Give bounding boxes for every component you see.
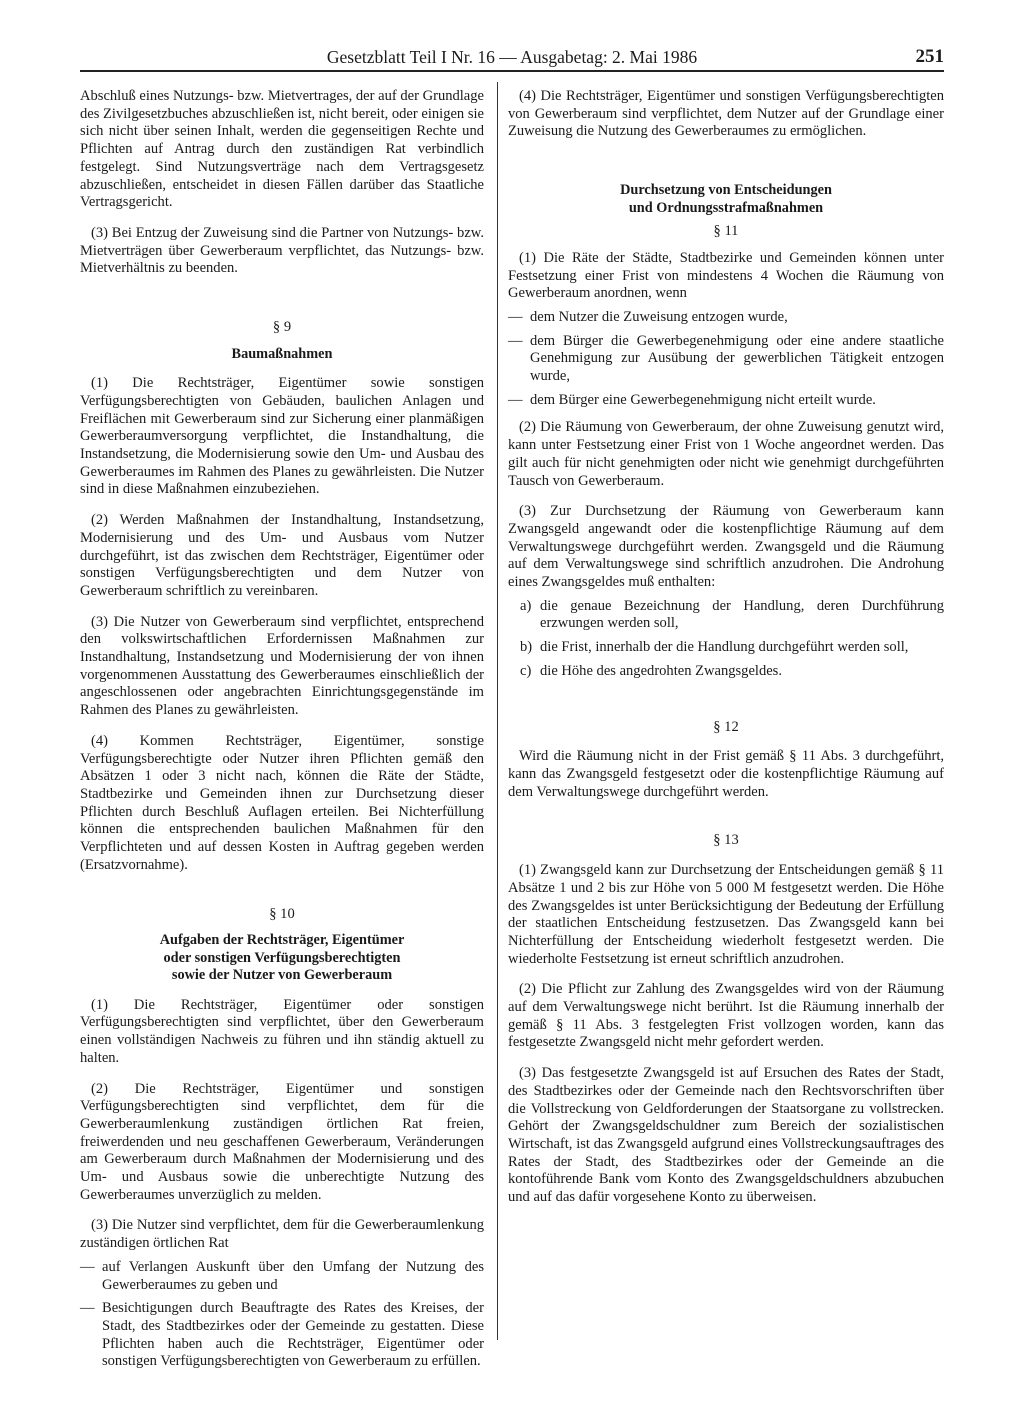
section-number: § 11 [713,223,739,240]
section-number: § 10 [269,905,295,922]
list-text: die Höhe des angedrohten Zwangsgeldes. [540,662,782,679]
section-title [80,932,484,985]
dash-list [508,309,944,410]
list-marker: b) [520,639,533,656]
list-item [508,639,944,657]
list-text: die genaue Bezeichnung der Handlung, deren Durchführung erzwungen werden soll, [540,597,944,632]
section-title-line: oder sonstigen Verfügungsberechtigten [163,949,401,966]
header-rule [80,70,944,72]
list-item [508,598,944,633]
section-number: § 12 [713,718,739,735]
paragraph: (1) Die Rechtsträger, Eigentümer oder sonstigen Verfügungsberechtigten sind verpflichtet, über den Gewerberaum einen vollständigen Nachweis zu führen und ihn ständig aktuell zu halten. [80,996,484,1066]
right-column [508,88,944,1220]
paragraph: Wird die Räumung nicht in der Frist gemäß § 11 Abs. 3 durchgeführt, kann das Zwangsgeld festgesetzt oder die kostenpflichtige Räumung auf dem Verwaltungswege durchgeführt werden. [508,748,944,800]
paragraph: (4) Kommen Rechtsträger, Eigentümer, sonstige Verfügungsberechtigte oder Nutzer ihren Pflichten gemäß den Absätzen 1 oder 3 nicht nach, können die Räte der Städte, Stadtbezirke und Gemeinden ihnen zur Durchsetzung dieser Pflichten durch Beschluß Auflagen erteilen. Bei Nichterfüllung können die entsprechenden baulichen Maßnahmen für den Verpflichteten und auf dessen Kosten in Auftrag gegeben werden (Ersatzvornahme). [80,732,484,873]
paragraph: (3) Das festgesetzte Zwangsgeld ist auf Ersuchen des Rates der Stadt, des Stadtbezirkes oder der Gemeinde nach den Rechtsvorschriften über die Vollstreckung von Geldforderungen der Staatsorgane zu vollstrecken. Gehört der Zwangsgeldschuldner zum Bereich der sozialistischen Wirtschaft, ist das Zwangsgeld aufgrund eines Vollstreckungsauftrages des Rates der Stadt, des Stadtbezirkes oder der Gemeinde an die kontoführende Bank vom Konto des Zwangsgeldschuldners abzubuchen und auf das dafür vorgesehene Konto zu überweisen. [508,1065,944,1206]
list-item: — dem Nutzer die Zuweisung entzogen wurde, [508,309,944,327]
list-item [508,663,944,681]
paragraph: (2) Die Rechtsträger, Eigentümer und sonstigen Verfügungsberechtigten sind verpflichtet, dem für die Gewerberaumlenkung zuständigen örtlichen Rat freien, freiwerdenden und neu geschaffenen Gewerberaum, Veränderungen am Gewerberaum durch Maßnahmen der Modernisierung und des Um- und Ausbaus sowie die unberechtigte Nutzung des Gewerberaumes unverzüglich zu melden. [80,1080,484,1203]
page-number: 251 [915,46,944,67]
list-marker: a) [520,597,532,614]
paragraph: (2) Die Räumung von Gewerberaum, der ohne Zuweisung genutzt wird, kann unter Festsetzung einer Frist von 1 Woche angeordnet werden. Das gilt auch für nicht genehmigten oder nicht wie genehmigt durchgeführten Tausch von Gewerberaum. [508,419,944,489]
chapter-title-line: Durchsetzung von Entscheidungen [620,182,832,199]
paragraph: (1) Die Rechtsträger, Eigentümer sowie sonstigen Verfügungsberechtigten von Gebäuden, baulichen Anlagen und Freiflächen mit Gewerberaum sind zur Sicherung einer planmäßigen Gewerberaumversorgung verpflichtet, die Instandhaltung, die Instandsetzung, die Modernisierung sowie den Um- und Ausbau des Gewerberaumes im Rahmen des Planes zu gewährleisten. Die Nutzer sind in diese Maßnahmen einzubeziehen. [80,375,484,498]
paragraph: (3) Die Nutzer von Gewerberaum sind verpflichtet, entsprechend den volkswirtschaftlichen Erfordernissen Maßnahmen zur Instandhaltung, Instandsetzung und Modernisierung der von ihnen vorgenommenen Ausstattung des Gewerberaumes einschließlich der angeschlossenen oder angebrachten Einrichtungsgegenstände im Rahmen des Planes zu gewährleisten. [80,613,484,719]
left-column [80,88,484,1377]
section-title-line: sowie der Nutzer von Gewerberaum [171,967,393,984]
list-item: — dem Bürger eine Gewerbegenehmigung nicht erteilt wurde. [508,392,944,410]
section-number: § 9 [272,319,292,336]
paragraph: (3) Zur Durchsetzung der Räumung von Gewerberaum kann Zwangsgeld angewandt oder die kostenpflichtige Räumung auf dem Verwaltungswege durchgeführt werden. Zwangsgeld und die Räumung auf dem Verwaltungswege sind schriftlich anzudrohen. Die Androhung eines Zwangsgeldes muß enthalten: [508,503,944,591]
paragraph: (1) Die Räte der Städte, Stadtbezirke und Gemeinden können unter Festsetzung einer Frist von mindestens 4 Wochen die Räumung von Gewerberaum anordnen, wenn [508,249,944,302]
paragraph-10-4: (4) Die Rechtsträger, Eigentümer und sonstigen Verfügungsberechtigten von Gewerberaum sind verpflichtet, dem Nutzer auf der Grundlage einer Zuweisung die Nutzung des Gewerberaumes zu ermöglichen. [508,88,944,140]
paragraph: (3) Die Nutzer sind verpflichtet, dem für die Gewerberaumlenkung zuständigen örtlichen Rat [80,1217,484,1252]
section-number: § 13 [713,832,739,849]
dash-list [80,1259,484,1371]
list-item: — Besichtigungen durch Beauftragte des Rates des Kreises, der Stadt, des Stadtbezirkes oder der Gemeinde zu gestatten. Diese Pflichten haben auch die Rechtsträger, Eigentümer oder sonstigen Verfügungsberechtigten von Gewerberaum zu erfüllen. [80,1300,484,1371]
paragraph-continuation: Abschluß eines Nutzungs- bzw. Mietvertrages, der auf der Grundlage des Zivilgesetzbuches abzuschließen ist, nicht bereit, oder einigen sie sich nicht über seinen Inhalt, werden die gegenseitigen Rechte und Pflichten auf Antrag durch den zuständigen Rat verbindlich festgelegt. Sind Nutzungsverträge nach dem Vertragsgesetz abzuschließen, entscheidet in diesen Fällen darüber das Staatliche Vertragsgericht. [80,88,484,211]
chapter-title [508,182,944,217]
paragraph: (1) Zwangsgeld kann zur Durchsetzung der Entscheidungen gemäß § 11 Absätze 1 und 2 bis zur Höhe von 5 000 M festgesetzt werden. Die Höhe des Zwangsgeldes ist unter Berücksichtigung der Bedeutung der Erfüllung der staatlichen Entscheidung festzusetzen. Das Zwangsgeld kann bei Nichterfüllung der Entscheidung wiederholt festgesetzt werden. Die wiederholte Festsetzung ist erneut schriftlich anzudrohen. [508,862,944,967]
paragraph: (2) Die Pflicht zur Zahlung des Zwangsgeldes wird von der Räumung auf dem Verwaltungswege nicht berührt. Ist die Räumung innerhalb der gemäß § 11 Abs. 3 festgelegten Frist vollzogen worden, kann das festgesetzte Zwangsgeld nicht mehr gefordert werden. [508,981,944,1051]
paragraph: (2) Werden Maßnahmen der Instandhaltung, Instandsetzung, Modernisierung und des Um- und Ausbaus vom Nutzer durchgeführt, ist das zwischen dem Rechtsträger, Eigentümer oder sonstigen Verfügungsberechtigten und dem Nutzer von Gewerberaum schriftlich zu vereinbaren. [80,512,484,599]
section-title-line: Aufgaben der Rechtsträger, Eigentümer [159,932,405,949]
list-item: — auf Verlangen Auskunft über den Umfang der Nutzung des Gewerberaumes zu geben und [80,1259,484,1294]
list-marker: c) [520,662,532,679]
running-header [80,46,944,72]
list-text: die Frist, innerhalb der die Handlung durchgeführt werden soll, [540,639,909,656]
list-item: — dem Bürger die Gewerbegenehmigung oder eine andere staatliche Genehmigung zur Ausübung der gewerblichen Tätigkeit entzogen wurde, [508,333,944,386]
section-title: Baumaßnahmen [231,345,333,362]
column-divider [497,82,498,1340]
paragraph-8-3: (3) Bei Entzug der Zuweisung sind die Partner von Nutzungs- bzw. Mietverträgen über Gewerberaum verpflichtet, das Nutzungs- bzw. Mietverhältnis zu beenden. [80,224,484,277]
chapter-title-line: und Ordnungsstrafmaßnahmen [628,199,824,216]
running-title: Gesetzblatt Teil I Nr. 16 — Ausgabetag: 2. Mai 1986 [326,47,698,67]
lettered-list [508,598,944,681]
